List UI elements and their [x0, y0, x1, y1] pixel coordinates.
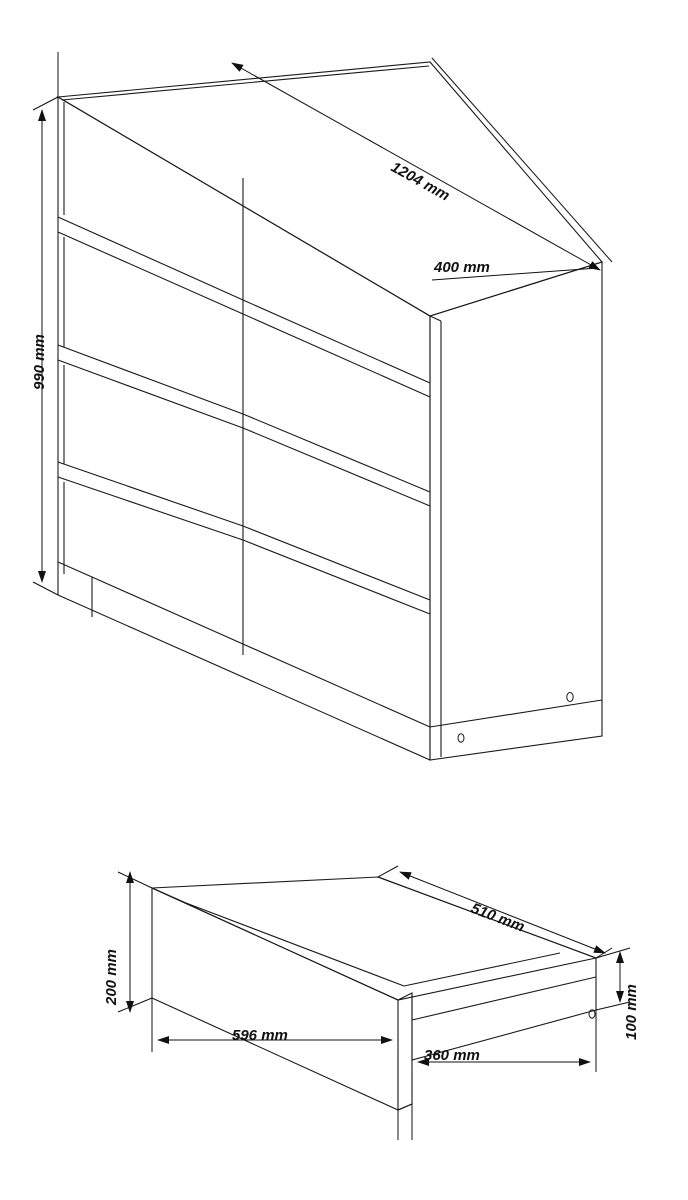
drawer-side-inner-line [412, 977, 596, 1020]
dim-drawer-inner-depth-label: 510 mm [468, 899, 527, 936]
chest-top-face [58, 62, 602, 316]
drawer-front-panel [152, 888, 398, 1110]
chest-plinth [58, 562, 602, 727]
drawer-top-rim [152, 877, 596, 1000]
drawer-view [152, 877, 596, 1110]
dim-drawer-front-width-label: 596 mm [232, 1027, 288, 1044]
drawer-right-side [412, 958, 596, 1060]
chest-dimension-labels [31, 159, 490, 390]
drawer-floor-line-a [186, 903, 404, 986]
drawer-floor-line-b [404, 953, 560, 986]
chest-right-side-face [430, 262, 602, 760]
drawer-dimension-labels [103, 900, 640, 1064]
drawer-front-bottom-edge [398, 1104, 412, 1110]
drawer-front-board [398, 993, 412, 1110]
dim-height-label: 990 mm [31, 334, 48, 390]
chest-side-seam [430, 316, 441, 757]
drawer-left-rim [152, 888, 186, 903]
dim-drawer-front-height-label: 100 mm [623, 984, 640, 1040]
dim-drawer-height-label: 200 mm [103, 949, 120, 1005]
chest-view [58, 62, 602, 760]
chest-drawer-lines-right [243, 300, 430, 614]
dim-drawer-side-depth-label: 360 mm [424, 1047, 480, 1064]
dim-depth-label: 400 mm [434, 259, 490, 276]
chest-drawer-lines-left [58, 217, 243, 540]
dim-width-label: 1204 mm [388, 158, 453, 205]
chest-side-hole-marks [458, 693, 573, 743]
